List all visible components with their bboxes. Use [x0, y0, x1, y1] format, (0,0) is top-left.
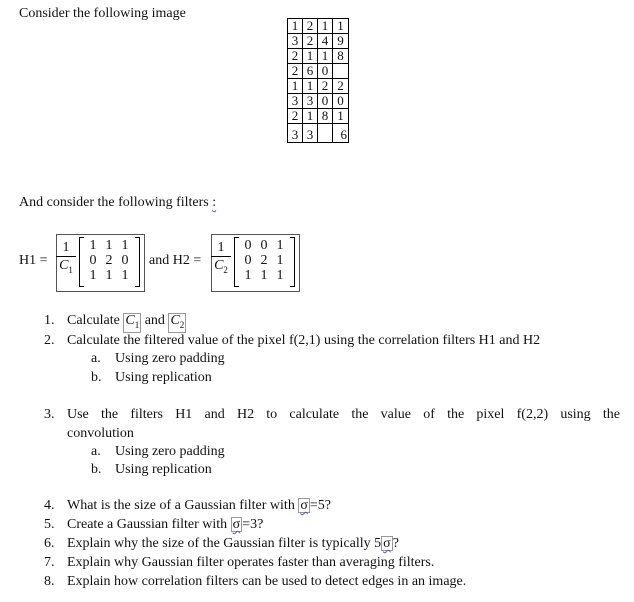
h1-matrix-cell: 1: [121, 268, 129, 283]
h1-matrix-cell: 1: [89, 268, 97, 283]
q6-text-b: ?: [392, 536, 399, 551]
image-grid-cell: 2: [333, 79, 349, 94]
image-grid-row: [288, 94, 349, 109]
intro-text: Consider the following image: [19, 6, 186, 21]
image-grid-row: [288, 124, 349, 143]
image-grid-cell: 2: [303, 19, 318, 34]
image-grid-cell: 1: [303, 79, 318, 94]
q8-number: 8.: [44, 574, 55, 589]
image-grid-cell: 1: [318, 19, 333, 34]
q3-line1: Use the filters H1 and H2 to calculate the value of the pixel f(2,2) using the: [67, 407, 620, 422]
image-grid-row: [288, 109, 349, 124]
and-h2-label: and H2 =: [149, 253, 202, 268]
image-grid-cell: 0: [333, 94, 349, 109]
h2-matrix-cell: 0: [244, 253, 252, 268]
q6-sigma: σ: [383, 536, 391, 551]
q2-text: Calculate the filtered value of the pixel f(2,1) using the correlation filters H1 and H2: [67, 333, 541, 348]
image-grid-row: [288, 19, 349, 34]
h2-numerator: 1: [217, 240, 225, 255]
h1-matrix-cell: 1: [105, 268, 113, 283]
q5-number: 5.: [44, 517, 55, 532]
h2-denominator: [211, 258, 231, 278]
h2-matrix-cell: 1: [276, 253, 284, 268]
q2-number: 2.: [44, 333, 55, 348]
q1-text-b: and: [141, 313, 169, 328]
h2-matrix-cell: 0: [244, 238, 252, 253]
q5-text-b: =3?: [242, 517, 264, 532]
image-grid-cell: 2: [303, 34, 318, 49]
q3a-number: a.: [91, 444, 101, 459]
image-grid-cell: 2: [318, 79, 333, 94]
image-grid-cell: 0: [318, 64, 333, 79]
image-grid-cell: 3: [303, 94, 318, 109]
h1-matrix-cell: 0: [121, 253, 129, 268]
h1-matrix-cell: 2: [105, 253, 113, 268]
q7-number: 7.: [44, 555, 55, 570]
image-grid: [287, 18, 349, 143]
q4-text: [67, 498, 331, 514]
image-grid-cell: 4: [318, 34, 333, 49]
q1-text: [67, 313, 186, 333]
h2-matrix-cell: 0: [260, 238, 268, 253]
image-grid-cell: 6: [333, 124, 349, 143]
q2a-number: a.: [91, 351, 101, 366]
q4-text-a: What is the size of a Gaussian filter with: [67, 498, 299, 513]
h1-matrix-row: [85, 253, 133, 268]
q3b-number: b.: [91, 462, 102, 477]
q4-sigma: σ: [300, 498, 308, 513]
q4-number: 4.: [44, 498, 55, 513]
q1-c2: [168, 313, 186, 333]
image-grid-cell: 1: [288, 19, 303, 34]
h2-matrix-row: [240, 253, 288, 268]
image-grid-cell: 3: [303, 124, 318, 143]
image-grid-cell: 0: [318, 94, 333, 109]
q7-text: Explain why Gaussian filter operates faster than averaging filters.: [67, 555, 435, 570]
image-grid-cell: [333, 64, 349, 79]
image-grid-cell: 1: [333, 19, 349, 34]
image-grid-cell: 2: [288, 49, 303, 64]
q6-text-a: Explain why the size of the Gaussian filter is typically 5: [67, 536, 382, 551]
q1-c1-letter: C: [125, 313, 135, 328]
h1-fraction: [56, 240, 76, 278]
q6-number: 6.: [44, 536, 55, 551]
q5-text: [67, 517, 263, 533]
h2-fraction: [211, 240, 231, 278]
image-grid-cell: 1: [288, 79, 303, 94]
q1-c2-letter: C: [170, 313, 180, 328]
image-grid-cell: 2: [288, 64, 303, 79]
image-grid-cell: 1: [303, 109, 318, 124]
image-grid-row: [288, 34, 349, 49]
h2-matrix-row: [240, 268, 288, 283]
q2b-number: b.: [91, 370, 102, 385]
image-grid-cell: 3: [288, 94, 303, 109]
h2-matrix-cell: 1: [244, 268, 252, 283]
image-grid-row: [288, 49, 349, 64]
q3-line2: convolution: [67, 426, 134, 441]
h1-label: H1 =: [19, 253, 48, 268]
h1-matrix-cell: 1: [121, 238, 129, 253]
q1-c2-sub: 2: [179, 319, 185, 330]
h2-bracket-left: [234, 237, 239, 287]
h2-fraction-bar: [211, 256, 231, 257]
q2a-text: Using zero padding: [115, 351, 225, 366]
h2-matrix-cell: 1: [260, 268, 268, 283]
h2-bracket-right: [290, 237, 295, 287]
q5-text-a: Create a Gaussian filter with: [67, 517, 231, 532]
h2-matrix-cell: 2: [260, 253, 268, 268]
h2-matrix-cell: 1: [276, 238, 284, 253]
h1-denominator-sub: 1: [68, 264, 73, 275]
h2-matrix-cell: 1: [276, 268, 284, 283]
h1-fraction-bar: [56, 256, 76, 257]
q2b-text: Using replication: [115, 370, 212, 385]
image-grid-row: [288, 64, 349, 79]
q6-text: [67, 536, 399, 552]
h2-denominator-sub: 2: [223, 264, 228, 275]
h1-bracket-right: [135, 237, 140, 287]
image-grid-cell: 8: [318, 109, 333, 124]
image-grid-cell: [318, 124, 333, 143]
image-grid-cell: 3: [288, 34, 303, 49]
image-grid-row: [288, 79, 349, 94]
h1-matrix-row: [85, 268, 133, 283]
q1-number: 1.: [44, 313, 55, 328]
q1-c1: [123, 313, 141, 333]
filters-intro-text: And consider the following filters: [19, 195, 209, 210]
h1-bracket-left: [79, 237, 84, 287]
q1-c1-sub: 1: [134, 319, 140, 330]
q3-number: 3.: [44, 407, 55, 422]
image-grid-cell: 2: [288, 109, 303, 124]
h2-matrix: [240, 238, 288, 283]
image-grid-cell: 8: [333, 49, 349, 64]
h2-denominator-c: C: [214, 258, 224, 273]
filters-intro: [19, 195, 216, 211]
q8-text: Explain how correlation filters can be used to detect edges in an image.: [67, 574, 467, 589]
h1-matrix-cell: 1: [105, 238, 113, 253]
image-grid-cell: 6: [303, 64, 318, 79]
filters-intro-colon: :: [212, 195, 217, 210]
q1-text-a: Calculate: [67, 313, 124, 328]
q3b-text: Using replication: [115, 462, 212, 477]
q5-sigma: σ: [232, 517, 241, 532]
q3a-text: Using zero padding: [115, 444, 225, 459]
h1-matrix-row: [85, 238, 133, 253]
h1-denominator: [56, 258, 76, 278]
image-grid-cell: 1: [333, 109, 349, 124]
image-grid-cell: 1: [318, 49, 333, 64]
image-grid-cell: 3: [288, 124, 303, 143]
h1-matrix-cell: 0: [89, 253, 97, 268]
image-grid-cell: 1: [303, 49, 318, 64]
h1-denominator-c: C: [59, 258, 69, 273]
image-grid-cell: 9: [333, 34, 349, 49]
h1-numerator: 1: [62, 240, 70, 255]
q4-text-b: =5?: [309, 498, 331, 513]
h2-matrix-row: [240, 238, 288, 253]
h1-matrix-cell: 1: [89, 238, 97, 253]
h1-matrix: [85, 238, 133, 283]
